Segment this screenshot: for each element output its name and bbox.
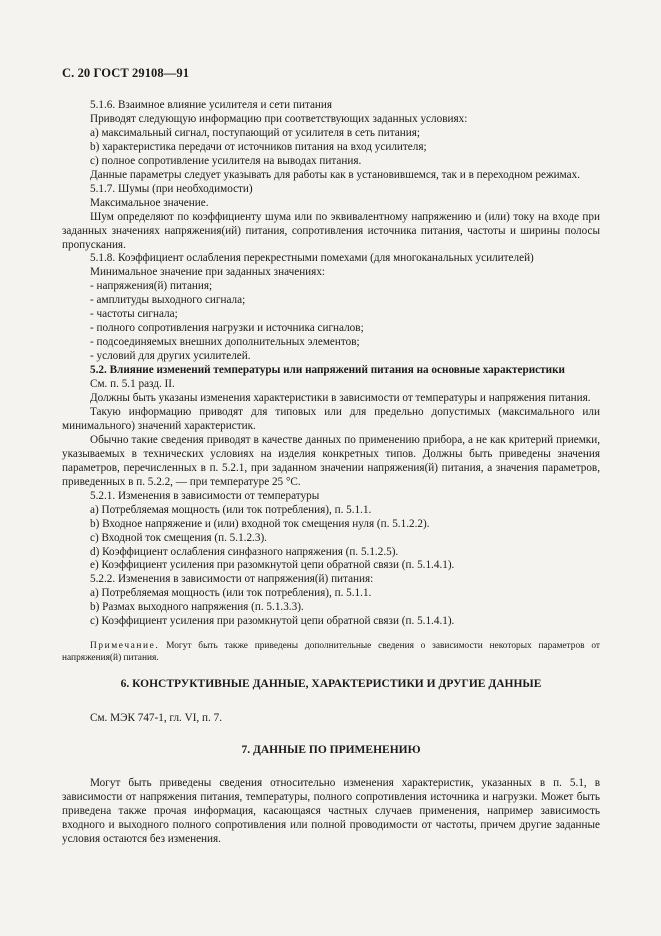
section-5-2-para-1: Должны быть указаны изменения характеристики в зависимости от температуры и напряжения питания. — [90, 392, 591, 405]
list-item: - подсоединяемых внешних дополнительных элементов; — [90, 336, 360, 349]
section-5-2-2-title: 5.2.2. Изменения в зависимости от напряжения(й) питания: — [90, 573, 374, 586]
section-5-2-para-3: Обычно такие сведения приводят в качестве данных по применению прибора, а не как критерий приемки, указываемых в технических условиях на изделия конкретных типов. Должны быть приведены значения параметров, перечисленных в п. 5.2.1, при заданном значении напряжения(й) питания, а значения параметров, приведенных в п. 5.2.2, — при температуре 25 °С. — [62, 433, 600, 488]
list-item: b) Входное напряжение и (или) входной ток смещения нуля (п. 5.1.2.2). — [90, 517, 430, 530]
list-item: a) Потребляемая мощность (или ток потребления), п. 5.1.1. — [90, 587, 372, 600]
section-5-2-title: 5.2. Влияние изменений температуры или напряжений питания на основные характеристики — [90, 364, 565, 377]
list-item: b) Размах выходного напряжения (п. 5.1.3.3). — [90, 601, 304, 614]
section-5-2-1-title: 5.2.1. Изменения в зависимости от температуры — [90, 489, 320, 502]
list-item: c) Коэффициент усиления при разомкнутой цепи обратной связи (п. 5.1.4.1). — [90, 615, 455, 628]
section-5-1-8-intro: Минимальное значение при заданных значениях: — [90, 266, 326, 279]
section-7-text: Могут быть приведены сведения относительно изменения характеристик, указанных в п. 5.1, в зависимости от напряжения питания, температуры, полного сопротивления источника и нагрузки. Может быть приведена также прочая информация, касающаяся частных случаев применения, например зависимость входного и выходного полного сопротивления или полной проводимости от частоты, причем другие заданные условия остаются без изменения. — [62, 777, 600, 845]
section-5-1-6-title: 5.1.6. Взаимное влияние усилителя и сети питания — [90, 99, 333, 111]
list-item: - амплитуды выходного сигнала; — [90, 294, 246, 307]
list-item: - полного сопротивления нагрузки и источника сигналов; — [90, 322, 364, 335]
list-item: - условий для других усилителей. — [90, 350, 251, 363]
section-5-2-para-2: Такую информацию приводят для типовых или для предельно допустимых (максимального или минимального) значений характеристик. — [62, 405, 600, 432]
list-item: a) Потребляемая мощность (или ток потребления), п. 5.1.1. — [90, 503, 372, 516]
list-item: - напряжения(й) питания; — [90, 280, 213, 293]
section-6-heading: 6. КОНСТРУКТИВНЫЕ ДАННЫЕ, ХАРАКТЕРИСТИКИ И ДРУГИЕ ДАННЫЕ — [120, 678, 542, 691]
section-5-1-8-title: 5.1.8. Коэффициент ослабления перекрестными помехами (для многоканальных усилителей) — [90, 252, 534, 265]
section-7-heading: 7. ДАННЫЕ ПО ПРИМЕНЕНИЮ — [241, 744, 421, 757]
page-header: С. 20 ГОСТ 29108—91 — [62, 66, 190, 80]
section-5-1-6-note: Данные параметры следует указывать для работы как в установившемся, так и в переходном режимах. — [90, 168, 581, 181]
note — [62, 640, 600, 664]
list-item: - частоты сигнала; — [90, 308, 178, 321]
list-item: а) максимальный сигнал, поступающий от усилителя в сеть питания; — [90, 126, 420, 139]
document-body — [62, 99, 600, 847]
list-item: b) характеристика передачи от источников питания на вход усилителя; — [90, 140, 427, 153]
section-6-ref: См. МЭК 747-1, гл. VI, п. 7. — [90, 712, 222, 725]
section-5-1-7-max: Максимальное значение. — [90, 196, 209, 209]
section-5-2-ref: См. п. 5.1 разд. II. — [90, 378, 175, 391]
list-item: с) полное сопротивление усилителя на выводах питания. — [90, 154, 362, 167]
note-label: Примечание. — [90, 641, 160, 652]
list-item: c) Входной ток смещения (п. 5.1.2.3). — [90, 531, 267, 544]
section-5-1-7-text: Шум определяют по коэффициенту шума или по эквивалентному напряжению и (или) току на входе при заданных значениях напряжения(ий) питания, сопротивления источника питания, частоты и ширины полосы пропускания. — [62, 210, 600, 251]
list-item: d) Коэффициент ослабления синфазного напряжения (п. 5.1.2.5). — [90, 545, 399, 558]
note-text: Могут быть также приведены дополнительные сведения о зависимости некоторых параметров от напряжения(й) питания. — [62, 641, 600, 664]
section-5-1-7-title: 5.1.7. Шумы (при необходимости) — [90, 182, 253, 195]
section-5-1-6-intro: Приводят следующую информацию при соответствующих заданных условиях: — [90, 112, 468, 125]
list-item: e) Коэффициент усиления при разомкнутой цепи обратной связи (п. 5.1.4.1). — [90, 559, 455, 572]
